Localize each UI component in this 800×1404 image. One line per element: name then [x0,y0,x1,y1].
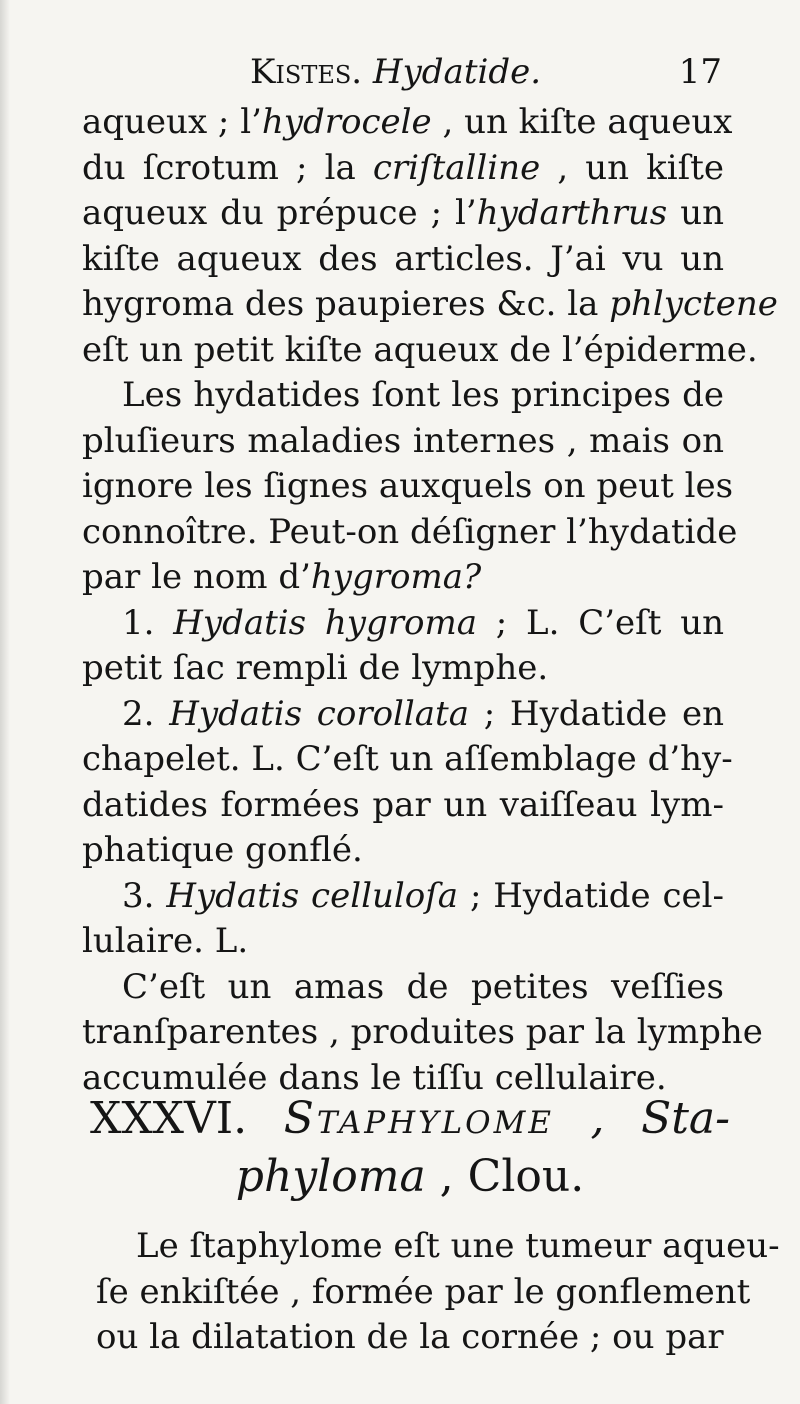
page-number: 17 [678,52,722,92]
italic-term: Hydatis hygroma [173,602,478,643]
italic-term: Hydatis celluloſa [166,875,459,916]
text-line: du ſcrotum ; la criſtalline , un kiſte [82,147,724,188]
text-line: C’eſt un amas de petites veſſies [122,966,724,1007]
running-head-title: Kistes. Hydatide. [250,52,542,92]
body-text [82,100,778,1101]
text-line: aqueux ; l’hydrocele , un kiſte aqueux [82,102,733,142]
text-line: tranſparentes , produites par la lymphe [82,1012,763,1052]
text-line: Le ſtaphylome eſt une tumeur aqueu- [136,1226,780,1266]
body-text-continued [96,1224,780,1361]
text-line: eſt un petit kiſte aqueux de l’épiderme. [82,329,758,370]
text-line: datides formées par un vaiſſeau lym- [82,784,724,825]
text-line: Les hydatides ſont les principes de [122,375,724,415]
text-line: 2. Hydatis corollata ; Hydatide en [122,693,725,734]
section-heading-line-1: XXXVI. Staphylome , Sta- [90,1093,730,1144]
italic-term: criſtalline [372,147,541,188]
text-line: 3. Hydatis celluloſa ; Hydatide cel- [122,875,724,916]
section-heading [90,1090,730,1206]
italic-term: phlyctene [609,284,778,324]
text-line: ou la dilatation de la cornée ; ou par [96,1317,724,1357]
text-line: chapelet. L. C’eſt un aſſemblage d’hy- [82,739,733,779]
page-edge-shadow [0,0,10,1404]
text-line: accumulée dans le tiſſu cellulaire. [82,1057,667,1098]
text-line: lulaire. L. [82,921,249,961]
text-line: connoître. Peut-on déſigner l’hydatide [82,511,738,552]
italic-term: hydarthrus [476,193,668,233]
text-line: 1. Hydatis hygroma ; L. C’eſt un [122,602,724,643]
text-line: petit ſac rempli de lymphe. [82,648,549,688]
text-line: ignore les ſignes auxquels on peut les [82,466,734,506]
text-line: phatique gonflé. [82,830,363,870]
italic-term: hydrocele [261,102,432,142]
italic-term: hygroma? [310,557,482,597]
italic-term: Hydatis corollata [169,693,469,734]
text-line: pluſieurs maladies internes , mais on [82,420,724,461]
text-line: hygroma des paupieres &c. la phlyctene [82,284,778,324]
text-line: ſe enkiſtée , formée par le gonflement [96,1271,751,1312]
text-line: aqueux du prépuce ; l’hydarthrus un [82,193,724,233]
section-heading-line-2: phyloma , Clou. [235,1151,585,1202]
text-line: par le nom d’hygroma? [82,557,482,597]
text-line: kiſte aqueux des articles. J’ai vu un [82,238,724,279]
running-head [90,52,722,98]
